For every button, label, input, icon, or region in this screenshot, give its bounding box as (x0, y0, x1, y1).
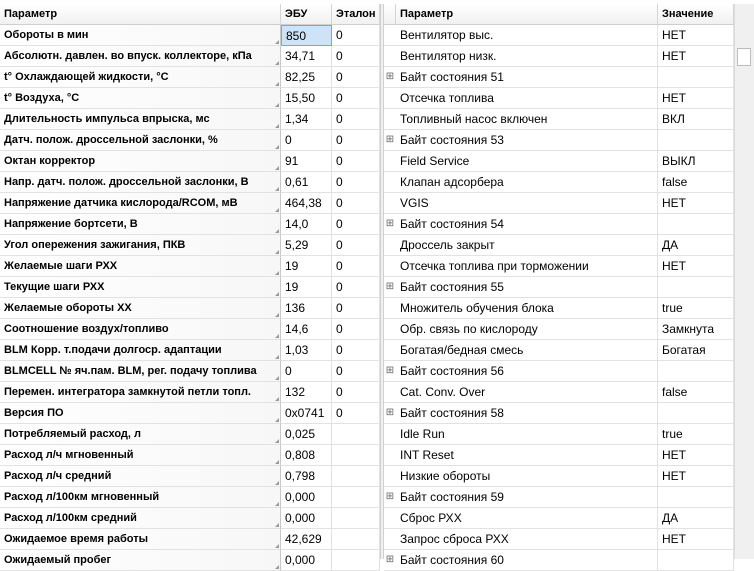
reference-value-cell[interactable]: 0 (332, 340, 380, 361)
table-row[interactable] (384, 235, 734, 256)
reference-value-cell[interactable]: 0 (332, 235, 380, 256)
column-header-expander (384, 4, 396, 24)
param-value-cell[interactable]: НЕТ (658, 529, 734, 550)
param-name-cell: t° Охлаждающей жидкости, °С (0, 67, 281, 88)
param-name-cell: Ожидаемое время работы (0, 529, 281, 550)
reference-value-cell[interactable]: 0 (332, 151, 380, 172)
param-name-cell: Топливный насос включен (396, 109, 658, 130)
ecu-value-cell[interactable]: 14,0 (281, 214, 332, 235)
param-name-cell: VGIS (396, 193, 658, 214)
table-row[interactable] (0, 67, 380, 88)
group-row[interactable] (384, 277, 734, 298)
param-value-cell[interactable]: ДА (658, 235, 734, 256)
param-name-cell: Расход л/100км мгновенный (0, 487, 281, 508)
ecu-value-cell[interactable]: 91 (281, 151, 332, 172)
param-name-cell: Низкие обороты (396, 466, 658, 487)
param-value-cell[interactable]: НЕТ (658, 193, 734, 214)
column-header-param[interactable]: Параметр (0, 4, 281, 24)
ecu-value-cell[interactable]: 464,38 (281, 193, 332, 214)
param-name-cell: Field Service (396, 151, 658, 172)
table-row[interactable] (384, 508, 734, 529)
sensor-parameters-grid[interactable] (0, 4, 380, 567)
row-gutter (384, 88, 396, 109)
param-name-cell: t° Воздуха, °С (0, 88, 281, 109)
param-value-cell[interactable]: НЕТ (658, 46, 734, 67)
param-name-cell: Обороты в мин (0, 25, 281, 46)
reference-value-cell[interactable] (332, 445, 380, 466)
table-row[interactable] (384, 88, 734, 109)
param-value-cell[interactable] (658, 487, 734, 508)
param-value-cell[interactable]: НЕТ (658, 25, 734, 46)
row-gutter (384, 298, 396, 319)
table-row[interactable] (0, 25, 380, 46)
table-row[interactable] (0, 319, 380, 340)
param-value-cell[interactable] (658, 130, 734, 151)
param-name-cell: Расход л/ч средний (0, 466, 281, 487)
ecu-value-cell[interactable]: 0,808 (281, 445, 332, 466)
param-name-cell: INT Reset (396, 445, 658, 466)
table-row[interactable] (384, 466, 734, 487)
group-row[interactable] (384, 214, 734, 235)
left-grid-body (0, 25, 380, 571)
reference-value-cell[interactable]: 0 (332, 298, 380, 319)
reference-value-cell[interactable]: 0 (332, 214, 380, 235)
reference-value-cell[interactable]: 0 (332, 361, 380, 382)
table-row[interactable] (0, 508, 380, 529)
param-value-cell[interactable] (658, 550, 734, 571)
ecu-value-cell[interactable]: 132 (281, 382, 332, 403)
table-row[interactable] (384, 298, 734, 319)
param-name-cell: Перемен. интегратора замкнутой петли топл. (0, 382, 281, 403)
param-name-cell: Желаемые обороты ХХ (0, 298, 281, 319)
param-value-cell[interactable]: НЕТ (658, 445, 734, 466)
reference-value-cell[interactable]: 0 (332, 256, 380, 277)
group-row[interactable] (384, 361, 734, 382)
reference-value-cell[interactable] (332, 529, 380, 550)
table-row[interactable] (0, 235, 380, 256)
row-gutter (384, 109, 396, 130)
param-name-cell: Вентилятор выс. (396, 25, 658, 46)
table-row[interactable] (0, 277, 380, 298)
ecu-value-cell[interactable]: 14,6 (281, 319, 332, 340)
reference-value-cell[interactable]: 0 (332, 382, 380, 403)
table-row[interactable] (384, 25, 734, 46)
expand-icon[interactable]: ⊞ (384, 130, 396, 151)
table-row[interactable] (384, 172, 734, 193)
param-name-cell: Байт состояния 60 (396, 550, 658, 571)
reference-value-cell[interactable]: 0 (332, 88, 380, 109)
table-row[interactable] (0, 298, 380, 319)
param-name-cell: Абсолютн. давлен. во впуск. коллекторе, кПа (0, 46, 281, 67)
param-name-cell: Байт состояния 53 (396, 130, 658, 151)
reference-value-cell[interactable]: 0 (332, 109, 380, 130)
table-row[interactable] (0, 361, 380, 382)
column-header-reference[interactable]: Эталон (332, 4, 380, 24)
param-name-cell: Байт состояния 58 (396, 403, 658, 424)
row-gutter (384, 529, 396, 550)
param-name-cell: Обр. связь по кислороду (396, 319, 658, 340)
table-row[interactable] (384, 151, 734, 172)
param-name-cell: Напр. датч. полож. дроссельной заслонки, В (0, 172, 281, 193)
row-gutter (384, 151, 396, 172)
table-row[interactable] (384, 424, 734, 445)
table-row[interactable] (384, 46, 734, 67)
table-row[interactable] (0, 256, 380, 277)
table-row[interactable] (0, 466, 380, 487)
group-row[interactable] (384, 487, 734, 508)
row-gutter (384, 172, 396, 193)
ecu-value-cell[interactable]: 850 (281, 25, 332, 46)
vertical-scrollbar[interactable] (734, 4, 754, 559)
param-value-cell[interactable]: false (658, 382, 734, 403)
table-row[interactable] (384, 193, 734, 214)
status-flags-grid[interactable] (384, 4, 734, 567)
expand-icon[interactable]: ⊞ (384, 277, 396, 298)
table-row[interactable] (0, 109, 380, 130)
reference-value-cell[interactable] (332, 466, 380, 487)
param-name-cell: Отсечка топлива (396, 88, 658, 109)
row-gutter (384, 25, 396, 46)
reference-value-cell[interactable]: 0 (332, 25, 380, 46)
param-value-cell[interactable]: НЕТ (658, 256, 734, 277)
ecu-value-cell[interactable]: 136 (281, 298, 332, 319)
table-row[interactable] (384, 382, 734, 403)
param-name-cell: Соотношение воздух/топливо (0, 319, 281, 340)
ecu-value-cell[interactable]: 15,50 (281, 88, 332, 109)
ecu-value-cell[interactable]: 82,25 (281, 67, 332, 88)
param-name-cell: Желаемые шаги РХХ (0, 256, 281, 277)
table-row[interactable] (0, 46, 380, 67)
table-row[interactable] (0, 403, 380, 424)
param-name-cell: Сброс РХХ (396, 508, 658, 529)
table-row[interactable] (0, 445, 380, 466)
reference-value-cell[interactable]: 0 (332, 193, 380, 214)
table-row[interactable] (0, 382, 380, 403)
column-header-ecu[interactable]: ЭБУ (281, 4, 332, 24)
row-gutter (384, 340, 396, 361)
table-row[interactable] (0, 130, 380, 151)
ecu-value-cell[interactable]: 0x0741 (281, 403, 332, 424)
right-grid-header (384, 4, 734, 25)
param-name-cell: Запрос сброса РХХ (396, 529, 658, 550)
param-name-cell: Байт состояния 59 (396, 487, 658, 508)
ecu-value-cell[interactable]: 0 (281, 130, 332, 151)
param-name-cell: Версия ПО (0, 403, 281, 424)
row-gutter (384, 256, 396, 277)
param-value-cell[interactable] (658, 277, 734, 298)
param-name-cell: Ожидаемый пробег (0, 550, 281, 571)
ecu-value-cell[interactable]: 0,025 (281, 424, 332, 445)
ecu-value-cell[interactable]: 0 (281, 361, 332, 382)
table-row[interactable] (0, 487, 380, 508)
reference-value-cell[interactable]: 0 (332, 403, 380, 424)
ecu-value-cell[interactable]: 5,29 (281, 235, 332, 256)
column-header-value[interactable]: Значение (658, 4, 734, 24)
param-name-cell: Клапан адсорбера (396, 172, 658, 193)
ecu-value-cell[interactable]: 0,000 (281, 550, 332, 571)
table-row[interactable] (0, 88, 380, 109)
param-name-cell: Байт состояния 56 (396, 361, 658, 382)
row-gutter (384, 319, 396, 340)
table-row[interactable] (0, 424, 380, 445)
param-value-cell[interactable]: Богатая (658, 340, 734, 361)
table-row[interactable] (0, 151, 380, 172)
param-name-cell: Дроссель закрыт (396, 235, 658, 256)
table-row[interactable] (0, 193, 380, 214)
param-name-cell: Вентилятор низк. (396, 46, 658, 67)
param-name-cell: Датч. полож. дроссельной заслонки, % (0, 130, 281, 151)
ecu-value-cell[interactable]: 0,61 (281, 172, 332, 193)
param-name-cell: Байт состояния 55 (396, 277, 658, 298)
expand-icon[interactable]: ⊞ (384, 487, 396, 508)
param-name-cell: Длительность импульса впрыска, мс (0, 109, 281, 130)
param-name-cell: Байт состояния 54 (396, 214, 658, 235)
expand-icon[interactable]: ⊞ (384, 67, 396, 88)
reference-value-cell[interactable] (332, 508, 380, 529)
row-gutter (384, 235, 396, 256)
ecu-value-cell[interactable]: 19 (281, 277, 332, 298)
group-row[interactable] (384, 403, 734, 424)
table-row[interactable] (0, 214, 380, 235)
ecu-value-cell[interactable]: 1,34 (281, 109, 332, 130)
param-value-cell[interactable]: НЕТ (658, 466, 734, 487)
param-value-cell[interactable]: ВКЛ (658, 109, 734, 130)
reference-value-cell[interactable] (332, 550, 380, 571)
param-name-cell: Множитель обучения блока (396, 298, 658, 319)
reference-value-cell[interactable]: 0 (332, 172, 380, 193)
row-gutter (384, 382, 396, 403)
row-gutter (384, 466, 396, 487)
column-header-param[interactable]: Параметр (396, 4, 658, 24)
param-value-cell[interactable]: ДА (658, 508, 734, 529)
param-value-cell[interactable]: true (658, 298, 734, 319)
param-name-cell: Угол опережения зажигания, ПКВ (0, 235, 281, 256)
ecu-value-cell[interactable]: 34,71 (281, 46, 332, 67)
param-value-cell[interactable] (658, 67, 734, 88)
ecu-value-cell[interactable]: 0,000 (281, 508, 332, 529)
param-value-cell[interactable]: Замкнута (658, 319, 734, 340)
table-row[interactable] (384, 529, 734, 550)
left-grid-header (0, 4, 380, 25)
param-name-cell: Богатая/бедная смесь (396, 340, 658, 361)
table-row[interactable] (0, 340, 380, 361)
table-row[interactable] (384, 319, 734, 340)
param-name-cell: Расход л/ч мгновенный (0, 445, 281, 466)
table-row[interactable] (384, 340, 734, 361)
param-value-cell[interactable]: НЕТ (658, 88, 734, 109)
reference-value-cell[interactable]: 0 (332, 319, 380, 340)
param-name-cell: Текущие шаги РХХ (0, 277, 281, 298)
scrollbar-thumb[interactable] (737, 48, 751, 66)
ecu-value-cell[interactable]: 19 (281, 256, 332, 277)
reference-value-cell[interactable]: 0 (332, 46, 380, 67)
param-name-cell: Отсечка топлива при торможении (396, 256, 658, 277)
reference-value-cell[interactable] (332, 424, 380, 445)
table-row[interactable] (0, 529, 380, 550)
table-row[interactable] (0, 550, 380, 571)
param-name-cell: BLM Корр. т.подачи долгоср. адаптации (0, 340, 281, 361)
row-gutter (384, 46, 396, 67)
param-name-cell: Байт состояния 51 (396, 67, 658, 88)
row-gutter (384, 193, 396, 214)
row-gutter (384, 424, 396, 445)
reference-value-cell[interactable]: 0 (332, 67, 380, 88)
row-gutter (384, 508, 396, 529)
reference-value-cell[interactable]: 0 (332, 277, 380, 298)
right-grid-body (384, 25, 734, 571)
param-name-cell: Cat. Conv. Over (396, 382, 658, 403)
param-name-cell: Idle Run (396, 424, 658, 445)
param-name-cell: Расход л/100км средний (0, 508, 281, 529)
param-value-cell[interactable] (658, 361, 734, 382)
ecu-value-cell[interactable]: 1,03 (281, 340, 332, 361)
reference-value-cell[interactable]: 0 (332, 130, 380, 151)
table-row[interactable] (0, 172, 380, 193)
param-value-cell[interactable]: ВЫКЛ (658, 151, 734, 172)
group-row[interactable] (384, 67, 734, 88)
expand-icon[interactable]: ⊞ (384, 550, 396, 571)
param-name-cell: Потребляемый расход, л (0, 424, 281, 445)
table-row[interactable] (384, 445, 734, 466)
group-row[interactable] (384, 130, 734, 151)
ecu-value-cell[interactable]: 0,798 (281, 466, 332, 487)
param-name-cell: Октан корректор (0, 151, 281, 172)
group-row[interactable] (384, 550, 734, 571)
ecu-value-cell[interactable]: 42,629 (281, 529, 332, 550)
reference-value-cell[interactable] (332, 487, 380, 508)
row-gutter (384, 445, 396, 466)
param-value-cell[interactable] (658, 214, 734, 235)
param-name-cell: BLMCELL № яч.пам. BLM, рег. подачу топлива (0, 361, 281, 382)
param-name-cell: Напряжение бортсети, В (0, 214, 281, 235)
table-row[interactable] (384, 109, 734, 130)
param-value-cell[interactable] (658, 403, 734, 424)
param-name-cell: Напряжение датчика кислорода/RCOM, мВ (0, 193, 281, 214)
param-value-cell[interactable]: false (658, 172, 734, 193)
ecu-value-cell[interactable]: 0,000 (281, 487, 332, 508)
expand-icon[interactable]: ⊞ (384, 214, 396, 235)
param-value-cell[interactable]: true (658, 424, 734, 445)
expand-icon[interactable]: ⊞ (384, 403, 396, 424)
table-row[interactable] (384, 256, 734, 277)
expand-icon[interactable]: ⊞ (384, 361, 396, 382)
